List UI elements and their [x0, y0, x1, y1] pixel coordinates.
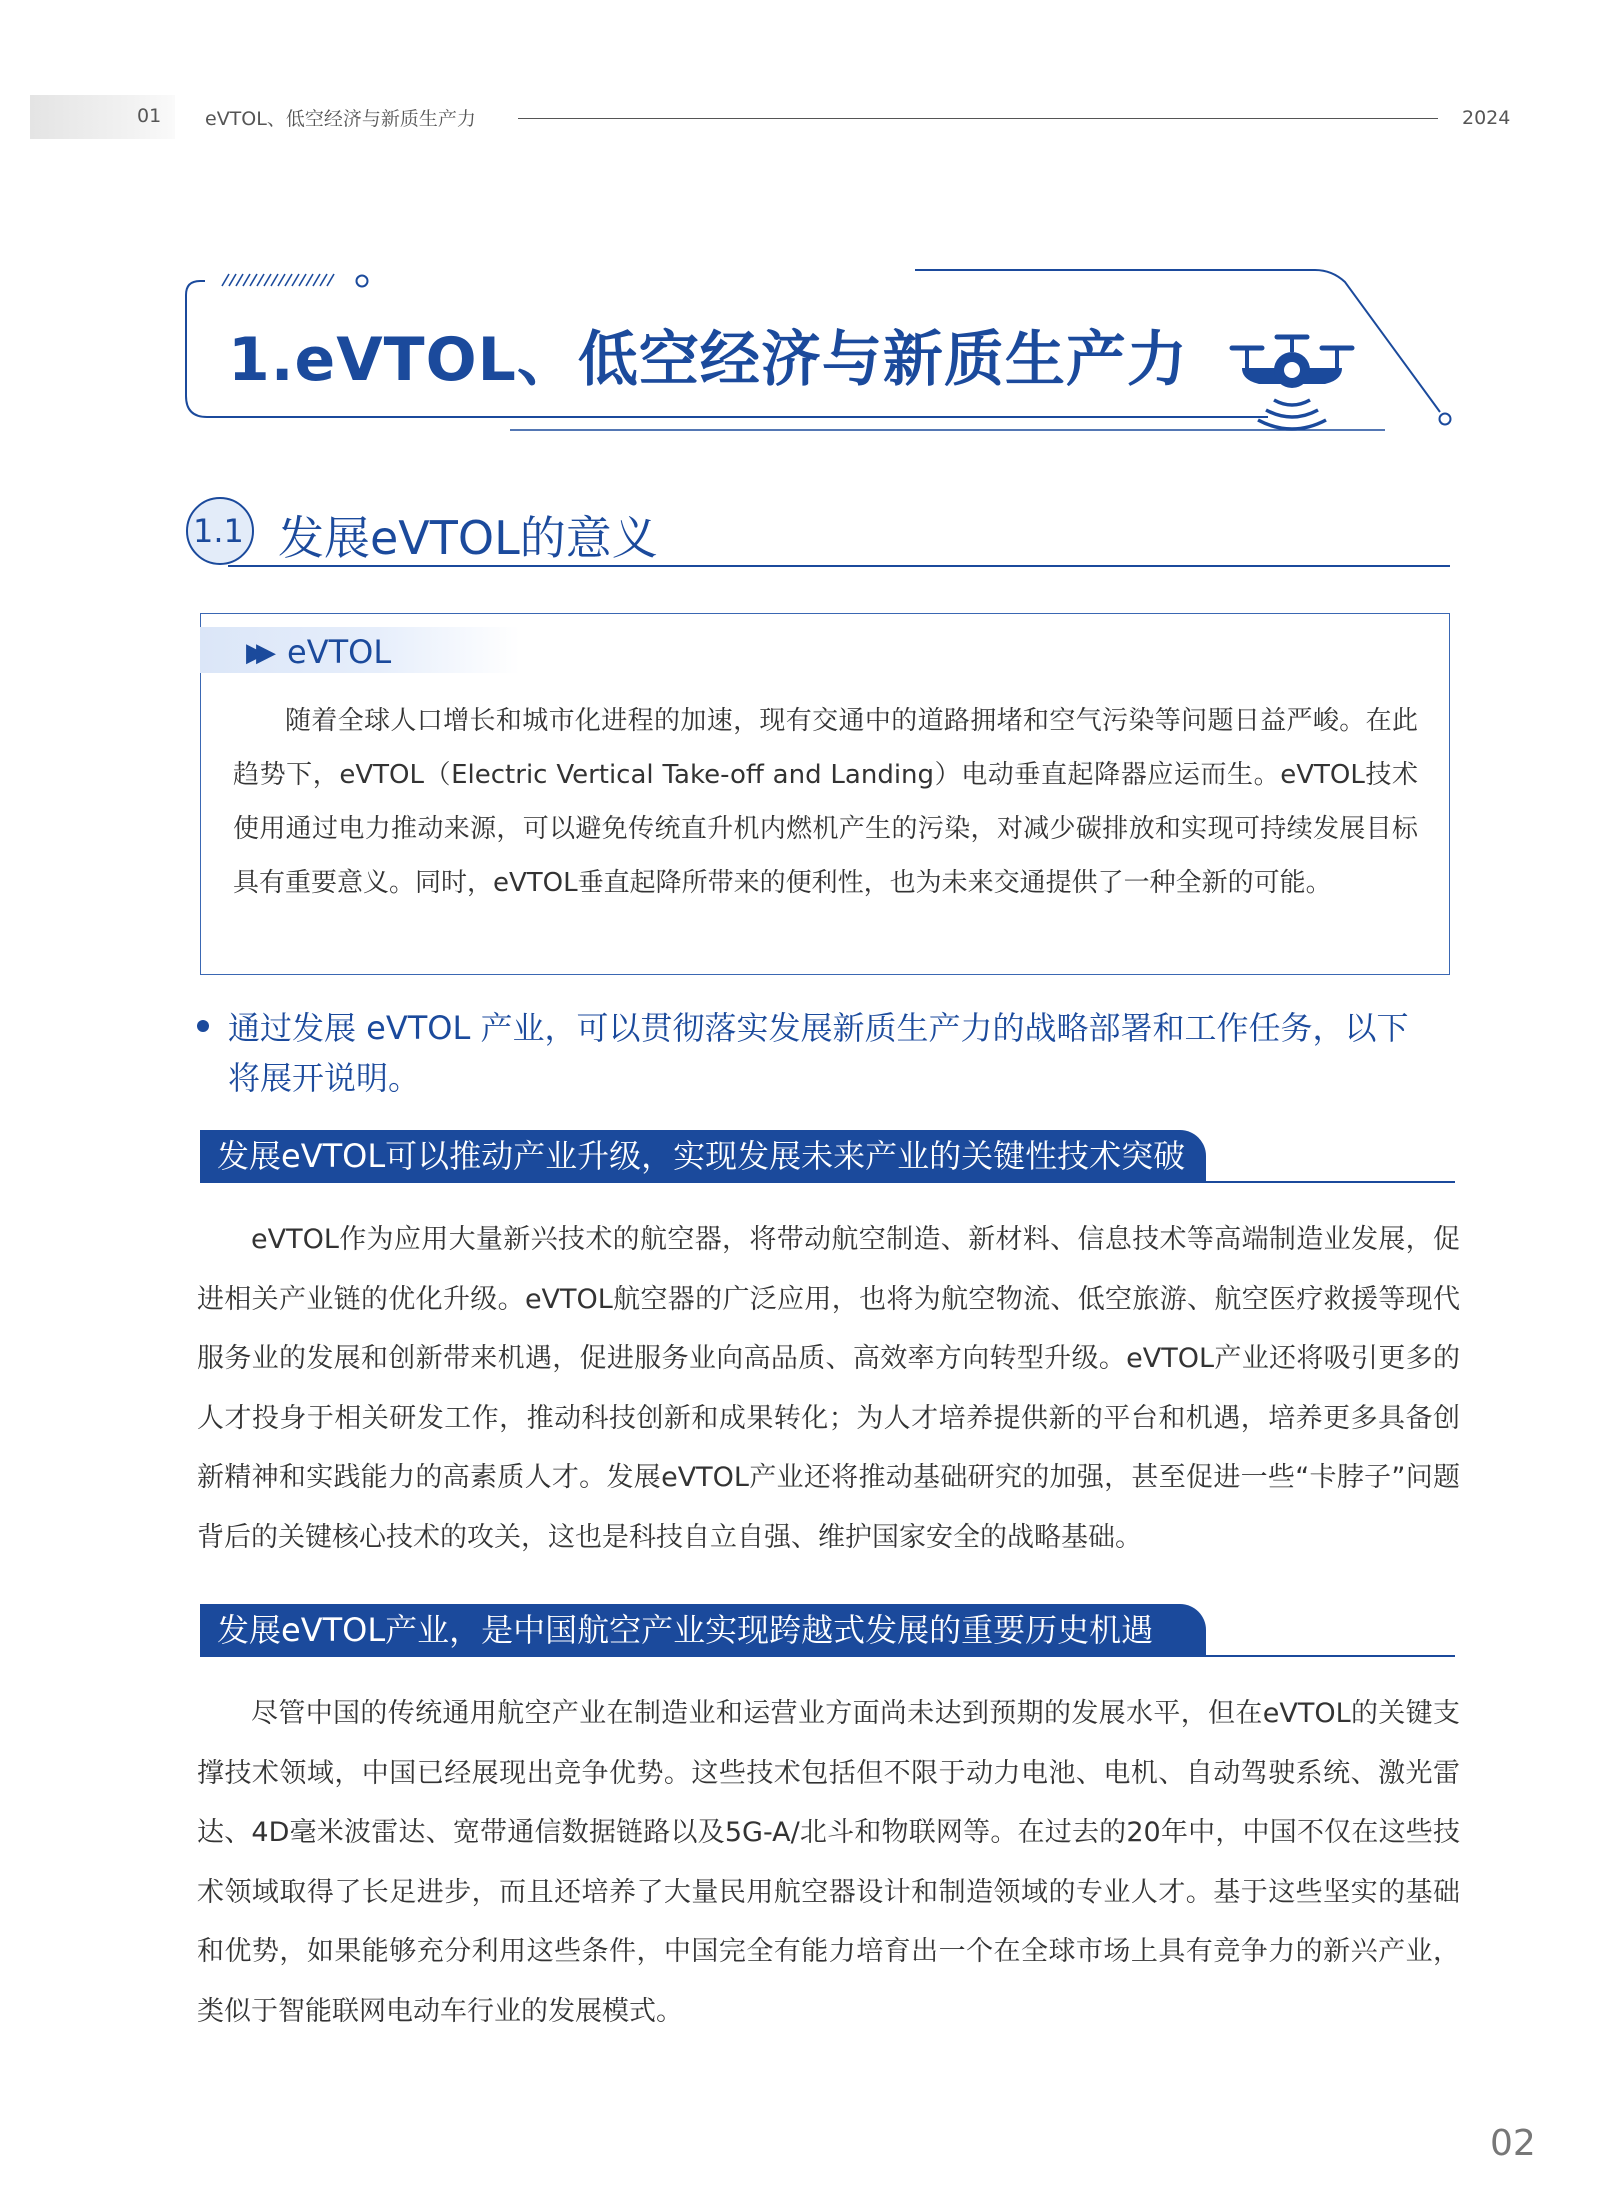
bullet-dot [197, 1020, 209, 1032]
subheading-industry-upgrade: 发展eVTOL可以推动产业升级，实现发展未来产业的关键性技术突破 [200, 1130, 1206, 1182]
section-title: 发展eVTOL的意义 [278, 511, 658, 565]
subheading-historic-opportunity: 发展eVTOL产业，是中国航空产业实现跨越式发展的重要历史机遇 [200, 1604, 1206, 1656]
subheading-rule [200, 1181, 1455, 1183]
page-number: 02 [1490, 2123, 1536, 2164]
double-chevron-right-icon: ▶▶ [246, 638, 266, 668]
paragraph-industry-upgrade: eVTOL作为应用大量新兴技术的航空器，将带动航空制造、新材料、信息技术等高端制造业发展，促进相关产业链的优化升级。eVTOL航空器的广泛应用，也将为航空物流、低空旅游、航空医疗救援等现代服务业的发展和创新带来机遇，促进服务业向高品质、高效率方向转型升级。eVTOL产业还将吸引更多的人才投身于相关研发工作，推动科技创新和成果转化；为人才培养提供新的平台和机遇，培养更多具备创新精神和实践能力的高素质人才。发展eVTOL产业还将推动基础研究的加强，甚至促进一些“卡脖子”问题背后的关键核心技术的攻关，这也是科技自立自强、维护国家安全的战略基础。 [197, 1224, 1460, 1553]
chapter-number: 01 [137, 105, 162, 127]
page-title: 1.eVTOL、低空经济与新质生产力 [228, 325, 1188, 395]
chapter-title: eVTOL、低空经济与新质生产力 [205, 108, 476, 130]
subheading-rule [200, 1655, 1455, 1657]
header-year: 2024 [1462, 107, 1511, 129]
section-number: 1.1 [193, 512, 244, 550]
hatch-decoration [222, 274, 334, 286]
drone-icon [1232, 337, 1352, 429]
title-frame [0, 0, 1610, 480]
section-rule [228, 565, 1450, 567]
intro-paragraph: 随着全球人口增长和城市化进程的加速，现有交通中的道路拥堵和空气污染等问题日益严峻。在此趋势下，eVTOL（Electric Vertical Take-off and Landing）电动垂直起降器应运而生。eVTOL技术使用通过电力推动来源，可以避免传统直升机内燃机产生的污染，对减少碳排放和实现可持续发展目标具有重要意义。同时，eVTOL垂直起降所带来的便利性，也为未来交通提供了一种全新的可能。 [233, 706, 1418, 898]
paragraph-historic-opportunity: 尽管中国的传统通用航空产业在制造业和运营业方面尚未达到预期的发展水平，但在eVTOL的关键支撑技术领域，中国已经展现出竞争优势。这些技术包括但不限于动力电池、电机、自动驾驶系统、激光雷达、4D毫米波雷达、宽带通信数据链路以及5G-A/北斗和物联网等。在过去的20年中，中国不仅在这些技术领域取得了长足进步，而且还培养了大量民用航空器设计和制造领域的专业人才。基于这些坚实的基础和优势，如果能够充分利用这些条件，中国完全有能力培育出一个在全球市场上具有竞争力的新兴产业，类似于智能联网电动车行业的发展模式。 [197, 1698, 1460, 2027]
intro-tag-label: eVTOL [287, 633, 392, 671]
bullet-statement: 通过发展 eVTOL 产业，可以贯彻落实发展新质生产力的战略部署和工作任务，以下将展开说明。 [228, 1009, 1409, 1097]
